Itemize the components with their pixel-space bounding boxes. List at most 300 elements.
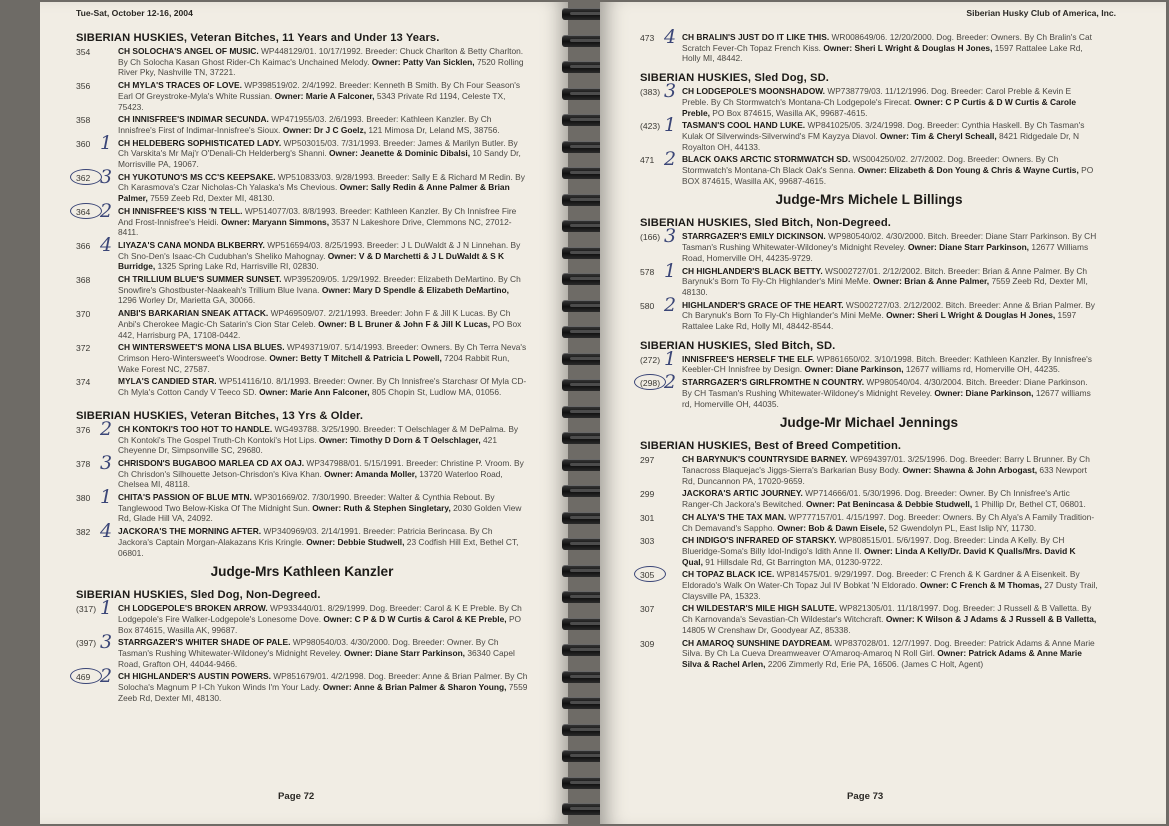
class-section [640,217,1098,331]
catalog-entry [640,148,1098,186]
entry-number [76,417,118,440]
dog-name: JACKORA'S THE MORNING AFTER. [118,526,262,537]
dog-name: LIYAZA'S CANA MONDA BLKBERRY. [118,239,265,250]
dog-name: MYLA'S CANDIED STAR. [118,376,217,387]
judge-heading-kanzler: Judge-Mrs Kathleen Kanzler [210,564,394,580]
entry-details: WP469509/07. 2/21/1993. Breeder: John F & Jill K Lucas. By Ch Anbi's Cherokee Magic-Ch Satarin's Cion Star Celeb. [118,308,511,329]
entry-text [118,172,528,204]
entry-number-text: 382 [76,527,91,538]
owner-address: 12677 williams rd, Homerville OH, 44235. [905,364,1060,375]
owner-address: 7559 Zeeb Rd, Dexter MI, 48130. [150,193,275,204]
handwritten-circle [70,668,102,684]
owner-address: 1296 Worley Dr, Marietta GA, 30066. [118,295,256,306]
dog-name: CH WINTERSWEET'S MONA LISA BLUES. [118,342,285,353]
entry-number [76,274,118,285]
owner-name: Owner: Patrick Adams & Anne Marie Silva & Rachel Arlen, [682,648,1082,669]
handwritten-placement-mark: 4 [664,26,677,48]
entry-details: WP837028/01. 12/7/1997. Dog. Breeder: Patrick Adams & Anne Marie Silva. By Ch La Cueva Dreamweaver O'Amaroq-Amaroq N Roll Girl. [682,637,1095,659]
owner-name: Owner: B L Bruner & John F & Jill K Lucas, [318,318,491,329]
dog-name: CH INDIGO'S INFRARED OF STARSKY. [682,535,837,546]
catalog-entry [76,451,528,490]
entry-number-text: 362 [76,172,91,183]
entry-details: WS002727/01. 2/12/2002. Bitch. Breeder: Brian & Anne Palmer. By Ch Barynuk's Born To Fly-Ch Highlander's Mini MeMe. [682,265,1088,287]
entry-details: WP851679/01. 4/2/1998. Dog. Breeder: Anne & Brian Palmer. By Ch Solocha's Magnum P I-Ch Yukon Winds I'm Your Lady. [118,671,528,693]
handwritten-placement-mark: 3 [664,80,677,103]
entry-number-text: (317) [76,604,97,615]
dog-name: HIGHLANDER'S GRACE OF THE HEART. [682,299,844,310]
owner-name: Owner: Mary D Spendle & Elizabeth DeMartino, [321,284,509,295]
entry-number-text: 307 [640,604,655,615]
entry-number [76,308,118,319]
entry-number [640,259,682,282]
entry-number-text: (272) [640,354,661,365]
owner-name: Owner: Jeanette & Dominic Dibalsi, [329,148,471,159]
entry-text [118,80,528,112]
owner-name: Owner: V & D Marchetti & J L DuWaldt & S K Burridge, [118,250,505,272]
entry-number [640,26,682,48]
owner-name: Owner: K Wilson & J Adams & J Russell & B Valletta, [885,614,1097,625]
right-page-content [640,26,1098,672]
class-section [76,32,528,398]
entry-number-text: 378 [76,458,91,469]
dog-name: CH ALYA'S THE TAX MAN. [682,511,787,522]
owner-name: Owner: Debbie Studwell, [306,536,405,547]
owner-name: Owner: Brian & Anne Palmer, [873,276,990,287]
dog-name: CH TOPAZ BLACK ICE. [682,569,775,580]
entry-details: WP510833/03. 9/28/1993. Breeder: Sally E & Richard M Redin. By Ch Karasmova's Czar Nicholas-Ch Yalaska's Ms Chevious. [118,171,525,193]
entry-number-text: 376 [76,424,91,435]
entry-details: WG493788. 3/25/1990. Breeder: T Oelschlager & M DePalma. By Ch Kontoki's The Gospel Truth-Ch Kontoki's Hot Lips. [118,423,519,445]
judge-heading-billings: Judge-Mrs Michele L Billings [775,192,963,208]
entry-number-text: 297 [640,455,655,466]
owner-address: 23 Codfish Hill Ext, Bethel CT, 06801. [118,536,519,558]
entry-text [118,492,528,524]
right-page [600,2,1166,824]
entry-details: WP301669/02. 7/30/1990. Breeder: Walter & Cynthia Rebout. By Tanglewood Two Below-Kiska Of The Midnight Sun. [118,492,495,513]
owner-address: 27 Dusty Trail, Claysville PA, 15323. [682,580,1098,601]
owner-address: 10 Sandy Dr, Morrisville PA, 19067. [118,148,521,170]
owner-address: 36340 Capel Road, Grafton OH, 44044-9466. [118,648,515,669]
entry-text [682,535,1098,567]
entry-text [118,274,528,306]
catalog-entry [76,308,528,340]
owner-address: 7520 Rolling River Pky, Nashville TN, 37221. [118,56,524,78]
left-sections [76,32,528,558]
dog-name: BLACK OAKS ARCTIC STORMWATCH SD. [682,154,851,165]
left-page [40,2,568,824]
owner-name: Owner: Diane Parkinson, [804,364,904,375]
entry-text [118,46,528,78]
entry-number-text: 354 [76,47,91,57]
entry-details: WP503015/03. 7/31/1993. Breeder: James & Marilyn Butler. By Ch Varskita's Mr Maj'r O'Denali-Ch Helderberg's Shanni. [118,137,518,159]
entry-text [682,86,1098,118]
class-section [76,589,528,703]
entry-details: WP398519/02. 2/4/1992. Breeder: Kenneth B Smith. By Ch Four Season's Earl Of Greystroke-Myla's White Russian. [118,80,521,101]
class-section [640,440,1098,669]
class-section [76,410,528,558]
entry-text [118,603,528,635]
entry-number [640,535,682,546]
catalog-entry [76,199,528,238]
owner-address: PO Box 874615, Wasilla AK, 99687-4615. [712,107,868,118]
entry-text [682,354,1098,375]
dog-name: CH BARYNUK'S COUNTRYSIDE BARNEY. [682,454,848,465]
entry-number [640,638,682,649]
entry-text [118,342,528,374]
handwritten-placement-mark: 3 [100,165,113,188]
section-title: SIBERIAN HUSKIES, Best of Breed Competition. [640,440,902,453]
handwritten-circle [634,566,666,582]
dog-name: CHITA'S PASSION OF BLUE MTN. [118,492,252,503]
entry-number [76,486,118,509]
entry-details: WP980540/02. 4/30/2000. Bitch. Breeder: Diane Starr Parkinson. By CH Tasman's Rushing Whitewater-Wildoney's Midnight Reveley. [682,231,1097,253]
owner-name: Owner: Pat Benincasa & Debbie Studwell, [806,499,973,510]
entry-number-text: 374 [76,377,91,388]
catalog-entry [640,347,1098,375]
entry-number-text: 301 [640,512,655,523]
entry-details: WS002727/03. 2/12/2002. Bitch. Breeder: Anne & Brian Palmer. By Ch Barynuk's Born To Fly-Ch Highlander's Mini MeMe. [682,299,1095,321]
handwritten-placement-mark: 2 [664,293,677,316]
handwritten-placement-mark: 2 [100,417,113,440]
owner-address: 7204 Rabbit Run, Wake Forest NC, 27587. [118,352,510,374]
owner-address: 7559 Zeeb Rd, Dexter MI, 48130. [682,276,1088,297]
owner-name: Owner: Patty Van Sicklen, [371,56,475,67]
owner-name: Owner: Anne & Brian Palmer & Sharon Young, [322,682,507,693]
owner-address: 13720 Waterloo Road, Chelsea MI, 48118. [118,468,503,490]
entry-number [76,451,118,474]
entry-details: WP493719/07. 5/14/1993. Breeder: Owners. By Ch Terra Neva's Crimson Hero-Wintersweet's Woodrose. [118,342,527,363]
handwritten-placement-mark: 1 [664,347,677,370]
entry-details: WP694397/01. 3/25/1996. Dog. Breeder: Barry L Brunner. By Ch Tanacross Blaquejac's Jiggs-Sierra's Barkarian Busy Body. [682,454,1090,475]
owner-name: Owner: Diane Parkinson, [934,387,1034,398]
entry-number [76,165,118,188]
handwritten-placement-mark: 1 [100,597,113,620]
handwritten-placement-mark: 4 [100,233,113,256]
entry-details: WP347988/01. 5/15/1991. Breeder: Christine P. Vroom. By Ch Chrisdon's Silhouette Jetson-Chrisdon's Kiva Khan. [118,457,524,479]
catalog-entry [640,26,1098,64]
handwritten-placement-mark: 2 [100,199,113,222]
owner-name: Owner: Amanda Moller, [324,468,417,479]
dog-name: CH SOLOCHA'S ANGEL OF MUSIC. [118,46,259,56]
entry-details: WP980540/03. 4/30/2000. Dog. Breeder: Owner. By Ch Tasman's Rushing Whitewater-Wildoney's Midnight Reveley. [118,637,499,659]
entry-details: WP861650/02. 3/10/1998. Bitch. Breeder: Kathleen Kanzler. By Innisfree's Keebler-CH Innisfree by Design. [682,353,1092,375]
entry-number [76,342,118,353]
handwritten-circle [634,374,666,390]
entry-details: WP841025/05. 3/24/1998. Dog. Breeder: Cynthia Haskell. By Ch Tasman's Kulak Of Silverwinds-Silverwind's FM Kayzya Diavol. [682,120,1085,141]
catalog-entry [640,488,1098,509]
owner-name: Owner: Sheri L Wright & Douglas H Jones, [823,42,993,53]
right-top-entries [640,26,1098,64]
entry-number-text: (423) [640,121,661,132]
entry-number [640,603,682,614]
handwritten-placement-mark: 1 [100,131,113,154]
catalog-entry [76,342,528,374]
entry-number [76,233,118,256]
handwritten-placement-mark: 2 [664,148,677,171]
entry-text [682,300,1098,332]
catalog-entry [76,233,528,272]
dog-name: CH INNISFREE'S KISS 'N TELL. [118,205,243,216]
owner-address: 805 Chopin St, Ludlow MA, 01056. [371,387,502,398]
entry-text [118,308,528,340]
owner-name: Owner: Bob & Dawn Eisele, [777,522,887,533]
handwritten-placement-mark: 3 [664,225,677,248]
entry-number-text: 303 [640,536,655,547]
entry-number-text: 370 [76,309,91,320]
entry-number-text: (298) [640,378,661,389]
left-page-content [76,32,528,706]
entry-number-text: (383) [640,87,661,98]
entry-details: WP777157/01. 4/15/1997. Dog. Breeder: Owners. By Ch Alya's A Family Tradition-Ch Demavand's Sappho. [682,511,1095,533]
left-final-section [76,589,528,703]
dog-name: STARRGAZER'S WHITER SHADE OF PALE. [118,637,291,648]
entry-number-text: 578 [640,266,655,277]
entry-number-text: 372 [76,343,91,354]
owner-name: Owner: Betty T Mitchell & Patricia L Powell, [269,352,442,363]
handwritten-placement-mark: 4 [100,520,113,543]
entry-number [76,376,118,387]
owner-address: 12677 Williams Road, Homerville OH, 44235-9729. [682,242,1089,263]
owner-name: Owner: Tim & Cheryl Scheall, [880,130,997,141]
entry-details: WP340969/03. 2/14/1991. Breeder: Patricia Berincasa. By Ch Jackora's Captain Morgan-Alakazans Kris Kringle. [118,526,493,547]
entry-text [118,114,528,135]
entry-text [118,637,528,669]
entry-details: WP714666/01. 5/30/1996. Dog. Breeder: Owner. By Ch Innisfree's Artic Ranger-Ch Jackora's Bewitched. [682,488,1070,510]
entry-number [640,80,682,103]
dog-name: CH AMAROQ SUNSHINE DAYDREAM. [682,637,833,648]
entry-text [682,454,1098,486]
entry-text [118,206,528,238]
sled-bitch-sd-section [640,340,1098,410]
entry-details: WR008649/06. 12/20/2000. Dog. Breeder: Owners. By Ch Bralin's Cat Scratch Fever-Ch Topaz French Kiss. [682,32,1092,53]
catalog-entry [640,603,1098,635]
owner-address: 5343 Private Rd 1194, Celeste TX, 75423. [118,90,506,112]
owner-address: 1597 Rattalee Lake Rd, Holly MI, 48442-8544. [682,310,1077,332]
entry-number [76,520,118,543]
entry-details: WP814575/01. 9/29/1997. Dog. Breeder: C French & K Gardner & A Eisenkeit. By Eldorado's Walk On Water-Ch Topaz Jul IV Bobkat 'N Eldorado. [682,569,1080,591]
entry-number-text: 364 [76,206,91,217]
entry-number-text: 469 [76,672,91,683]
catalog-entry [640,512,1098,533]
entry-number [640,347,682,370]
entry-number-text: 309 [640,638,655,649]
dog-name: CHRISDON'S BUGABOO MARLEA CD AX OAJ. [118,457,305,468]
dog-name: TASMAN'S COOL HAND LUKE. [682,120,806,131]
page-number-right: Page 73 [847,791,884,802]
entry-details: WP514116/10. 8/1/1993. Breeder: Owner. By Ch Innisfree's Starchasr Of Myla CD-Ch Myla's Cotton Candy V Teeco SD. [118,376,527,398]
entry-number [76,46,118,57]
entry-text [118,526,528,558]
owner-address: 3537 N Lakeshore Drive, Clemmons NC, 27012-8411. [118,216,512,238]
owner-address: PO BOX 874615, Wasilla AK, 99687-4615. [682,165,1094,186]
class-section [640,340,1098,410]
entry-number [76,114,118,125]
entry-details: WP516594/03. 8/25/1993. Breeder: J L DuWaldt & J N Linnehan. By Ch Sno-Den's Isaac-Ch Cudubhan's Sheliko Mahognay. [118,239,521,261]
owner-name: Owner: C French & M Thomas, [919,580,1042,591]
owner-address: 2030 Golden View Rd, Glade Hill VA, 24092. [118,502,522,524]
entry-text [682,603,1098,635]
owner-name: Owner: Marie A Falconer, [274,90,375,101]
owner-name: Owner: Dr J C Goelz, [282,124,367,135]
handwritten-placement-mark: 3 [100,451,113,474]
sled-bitch-nd-section [640,217,1098,331]
handwritten-circle [70,169,102,185]
entry-text [118,458,528,490]
owner-name: Owner: Maryann Simmons, [221,216,330,227]
dog-name: CH INNISFREE'S INDIMAR SECUNDA. [118,114,269,125]
catalog-entry [640,114,1098,152]
dog-name: CH LODGEPOLE'S BROKEN ARROW. [118,603,268,614]
entry-number-text: 366 [76,240,91,251]
owner-address: 2206 Zimmerly Rd, Erie PA, 16506. (James C Holt, Agent) [767,658,984,669]
entry-details: WP980540/04. 4/30/2004. Bitch. Breeder: Diane Parkinson. By CH Tasman's Rushing Whitewater-Wildoney's Midnight Reveley. [682,377,1088,398]
dog-name: CH WILDESTAR'S MILE HIGH SALUTE. [682,603,837,614]
entry-details: WP738779/03. 11/12/1996. Dog. Breeder: Carol Preble & Kevin E Preble. By Ch Stormwatch's Montana-Ch Lodgepole's Firecat. [682,86,1072,107]
entry-number-text: 471 [640,155,655,166]
dog-name: ANBI'S BARKARIAN SNEAK ATTACK. [118,308,269,319]
dog-name: STARRGAZER'S GIRLFROMTHE N COUNTRY. [682,377,865,388]
entry-number [76,199,118,222]
entry-details: WP933440/01. 8/29/1999. Dog. Breeder: Carol & K E Preble. By Ch Lodgepole's Fire Walker-Lodgepole's Lonesome Dove. [118,603,522,624]
catalog-entry [640,569,1098,601]
owner-address: 91 Hillsdale Rd, Gt Barrington MA, 01230-9722. [705,556,883,567]
catalog-entry [76,131,528,170]
handwritten-placement-mark: 3 [100,631,113,654]
entry-text [682,488,1098,509]
dog-name: CH YUKOTUNO'S MS CC'S KEEPSAKE. [118,171,276,182]
entry-text [682,512,1098,533]
dog-name: CH HELDEBERG SOPHISTICATED LADY. [118,137,282,148]
entry-text [118,424,528,456]
owner-address: 12677 williams rd, Homerville OH, 44035. [682,387,1091,409]
sled-dog-sd-section [640,72,1098,186]
dog-name: CH HIGHLANDER'S AUSTIN POWERS. [118,671,271,682]
catalog-entry [76,631,528,669]
entry-text [682,154,1098,186]
entry-number [76,665,118,688]
owner-name: Owner: Shawna & John Arbogast, [902,464,1038,475]
entry-text [682,377,1098,409]
dog-name: CH KONTOKI'S TOO HOT TO HANDLE. [118,423,273,434]
owner-name: Owner: Diane Starr Parkinson, [344,648,466,659]
handwritten-placement-mark: 2 [664,371,677,394]
best-of-breed-section [640,440,1098,669]
catalog-entry [76,376,528,397]
entry-text [118,376,528,397]
entry-details: WP395209/05. 1/29/1992. Breeder: Elizabeth DeMartino. By Ch Snowfire's Ghostbuster-Naakeah's Trillium Blue Ivana. [118,274,521,295]
entry-details: WP821305/01. 11/18/1997. Dog. Breeder: J Russell & B Valletta. By Ch Karnovanda's Sevastian-Ch Wildestar's Witchcraft. [682,603,1092,625]
running-head-right: Siberian Husky Club of America, Inc. [966,8,1116,18]
entry-number [76,597,118,620]
owner-name: Owner: Timothy D Dorn & T Oelschlager, [318,434,481,445]
owner-address: 1597 Rattalee Lake Rd, Holly MI, 48442. [682,42,1083,64]
entry-details: WP471955/03. 2/6/1993. Breeder: Kathleen Kanzler. By Ch Innisfree's First of Indimar-Innisfree's Sioux. [118,114,492,135]
entry-text [118,240,528,272]
entry-number [640,454,682,465]
entry-number-text: (397) [76,638,97,649]
entry-number [640,371,682,394]
entry-number [76,80,118,91]
owner-name: Owner: Sally Redin & Anne Palmer & Brian Palmer, [118,182,510,204]
entry-number-text: 360 [76,138,91,149]
catalog-entry [76,597,528,635]
entry-number [640,569,682,580]
catalog-entry [76,165,528,204]
owner-name: Owner: Linda A Kelly/Dr. David K Qualls/Mrs. David K Qual, [682,545,1076,567]
entry-details: WP514077/03. 8/8/1993. Breeder: Kathleen Kanzler. By Ch Innisfree Fire And Frost-Innisfree's Heidi. [118,205,517,227]
entry-details: WP808515/01. 5/6/1997. Dog. Breeder: Linda A Kelly. By CH Blueridge-Soma's Billy Idol-Indigo's Idith Anne II. [682,535,1065,556]
dog-name: JACKORA'S ARTIC JOURNEY. [682,488,803,499]
dog-name: CH HIGHLANDER'S BLACK BETTY. [682,265,823,276]
dog-name: CH BRALIN'S JUST DO IT LIKE THIS. [682,32,830,42]
owner-address: 121 Mimosa Dr, Leland MS, 38756. [368,124,500,135]
entry-number-text: 368 [76,275,91,286]
owner-name: Owner: Sheri L Wright & Douglas H Jones, [886,310,1056,321]
handwritten-placement-mark: 1 [100,486,113,509]
entry-number [640,114,682,137]
section-title: SIBERIAN HUSKIES, Sled Bitch, SD. [640,339,836,352]
owner-address: 52 Gwendolyn PL, East Islip NY, 11730. [888,522,1037,533]
entry-text [682,266,1098,298]
entry-number [640,488,682,499]
catalog-entry [640,371,1098,409]
handwritten-circle [70,203,102,219]
handwritten-placement-mark: 2 [100,665,113,688]
entry-number-text: 380 [76,493,91,504]
entry-number [76,631,118,654]
entry-text [682,32,1098,64]
judge-heading-jennings: Judge-Mr Michael Jennings [779,415,959,431]
catalog-entry [76,486,528,524]
owner-address: 14805 W Crenshaw Dr, Goodyear AZ, 85338. [682,624,851,635]
owner-address: 1 Phillip Dr, Bethel CT, 06801. [974,499,1086,510]
owner-address: PO Box 874615, Wasilla AK, 99687. [118,613,522,635]
entry-number-text: 299 [640,489,655,500]
section-title: SIBERIAN HUSKIES, Veteran Bitches, 11 Years and Under 13 Years. [76,32,440,44]
entry-number-text: 305 [640,570,655,581]
dog-name: CH TRILLIUM BLUE'S SUMMER SUNSET. [118,274,282,285]
owner-address: 633 Newport Rd, Duncannon PA, 17020-9659. [682,464,1087,486]
dog-name: CH LODGEPOLE'S MOONSHADOW. [682,86,825,97]
dog-name: INNISFREE'S HERSELF THE ELF. [682,353,815,364]
entry-number [640,293,682,316]
owner-name: Owner: Marie Ann Falconer, [259,387,370,398]
entry-number-text: 473 [640,33,655,43]
owner-name: Owner: Ruth & Stephen Singletary, [312,502,451,513]
entry-text [682,569,1098,601]
catalog-entry [640,80,1098,118]
catalog-entry [76,274,528,306]
catalog-entry [640,293,1098,332]
catalog-entry [640,259,1098,298]
entry-text [682,120,1098,152]
section-title: SIBERIAN HUSKIES, Sled Dog, SD. [640,72,829,85]
running-head-left: Tue-Sat, October 12-16, 2004 [76,8,193,18]
owner-address: 8421 Ridgedale Dr, N Royalton OH, 44133. [682,130,1080,152]
class-section [640,72,1098,186]
handwritten-placement-mark: 1 [664,259,677,282]
owner-address: 421 Cheyenne Dr, Simpsonville SC, 29680. [118,434,497,456]
entry-details: WS004250/02. 2/7/2002. Dog. Breeder: Owners. By Ch Stormwatch's Montana-Ch Black Oak's Senna. [682,154,1059,176]
dog-name: CH MYLA'S TRACES OF LOVE. [118,80,242,91]
owner-name: Owner: Diane Starr Parkinson, [908,242,1030,253]
entry-number-text: 358 [76,115,91,126]
catalog-entry [640,535,1098,567]
entry-text [118,671,528,703]
handwritten-placement-mark: 1 [664,114,677,137]
entry-number [76,131,118,154]
catalog-entry [76,417,528,456]
